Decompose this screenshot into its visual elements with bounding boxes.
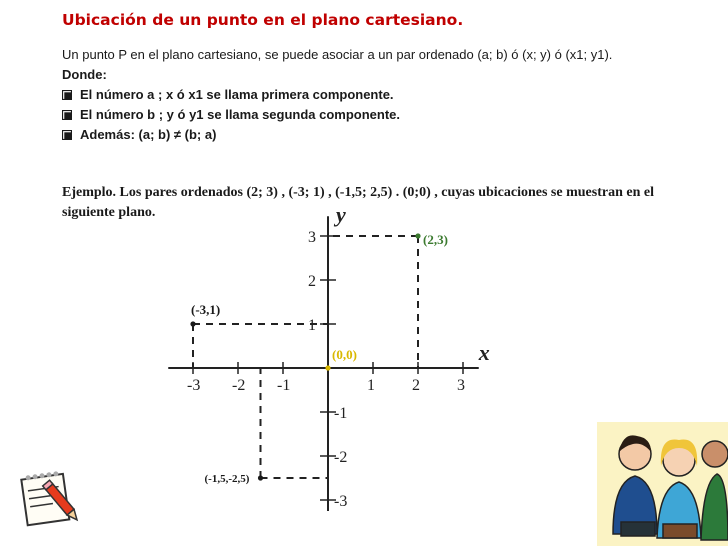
intro-paragraph: Un punto P en el plano cartesiano, se puede asociar a un par ordenado (a; b) ó (x; y) ó (x1; y1). [62,47,613,62]
x-tick-label: 1 [367,377,375,394]
point-label: (-1,5,-2,5) [204,473,250,485]
x-tick-label: 2 [412,377,420,394]
point-marker [190,321,195,326]
x-tick-label: -3 [187,377,201,394]
x-tick-label: -2 [232,377,246,394]
page-title: Ubicación de un punto en el plano cartesiano. [62,11,464,29]
notepad-pencil-icon [14,462,84,532]
example-paragraph: Ejemplo. Los pares ordenados (2; 3) , (-3; 1) , (-1,5; 2,5) . (0;0) , cuyas ubicaciones se muestran en el siguiente plano. [62,185,654,220]
y-axis-label: y [336,202,346,228]
bullet-text: El número a ; x ó x1 se llama primera componente. [80,87,394,102]
x-tick-label: -1 [277,377,291,394]
point-label: (2,3) [423,232,448,247]
y-tick-label: -2 [334,449,348,466]
y-tick-label: -3 [334,493,348,510]
point-label: (-3,1) [191,302,221,317]
x-tick-label: 3 [457,377,465,394]
point-marker [258,475,263,480]
point-marker [415,233,420,238]
y-tick-label: 3 [308,229,316,246]
y-tick-label: -1 [334,405,348,422]
donde-label: Donde: [62,67,107,82]
bullet-text: El número b ; y ó y1 se llama segunda componente. [80,107,401,122]
x-axis-label: x [478,340,490,365]
point-marker [325,365,330,370]
children-illustration [597,422,728,546]
point-label: (0,0) [332,347,357,362]
y-tick-label: 1 [308,317,316,334]
bullet-text: Además: (a; b) ≠ (b; a) [80,127,217,142]
y-tick-label: 2 [308,273,316,290]
